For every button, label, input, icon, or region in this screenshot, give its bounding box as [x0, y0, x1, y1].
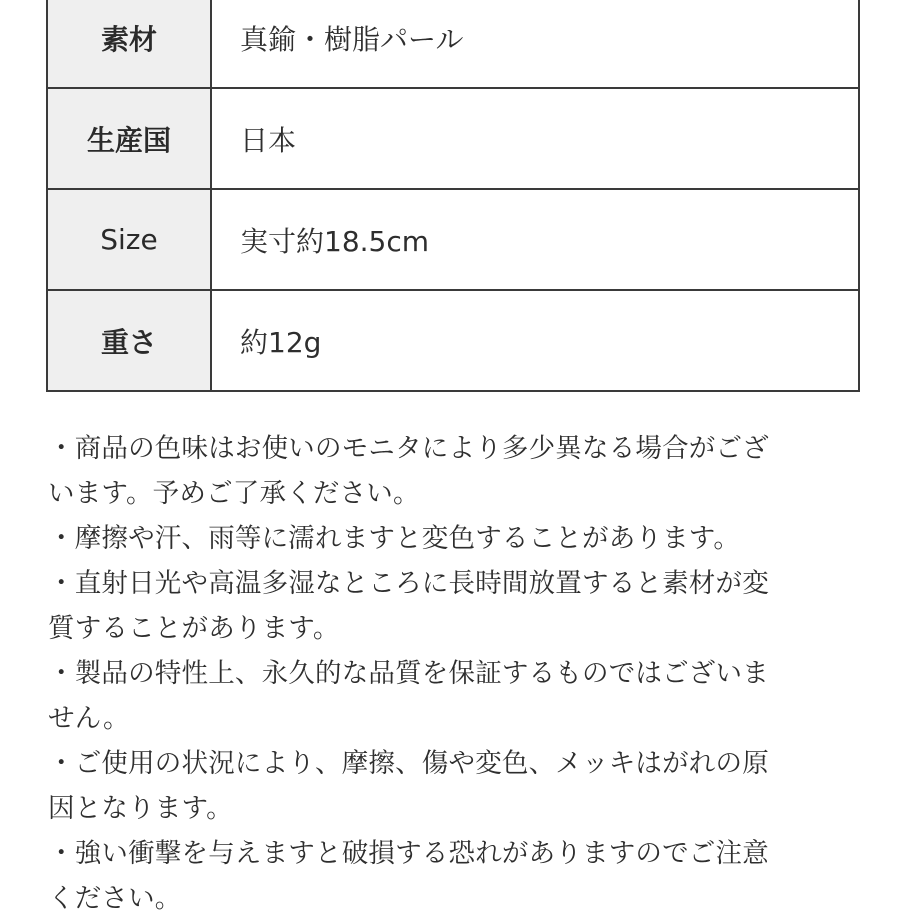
- spec-label: 重さ: [47, 290, 211, 391]
- note-line: ・強い衝撃を与えますと破損する恐れがありますのでご注意: [48, 838, 769, 869]
- care-note: [48, 831, 848, 921]
- spec-label: 素材: [47, 0, 211, 88]
- spec-table: [46, 0, 860, 392]
- note-line: せん。: [48, 703, 130, 734]
- spec-row-origin: [47, 88, 859, 189]
- note-line: ください。: [48, 883, 182, 914]
- care-note: [48, 741, 848, 831]
- spec-label: 生産国: [47, 88, 211, 189]
- spec-value: 実寸約18.5cm: [211, 189, 859, 290]
- spec-value: 真鍮・樹脂パール: [211, 0, 859, 88]
- spec-row-weight: [47, 290, 859, 391]
- care-note: [48, 561, 848, 651]
- care-notes: [48, 426, 848, 921]
- note-line: います。予めご了承ください。: [48, 478, 420, 509]
- care-note: [48, 516, 848, 561]
- note-line: ・直射日光や高温多湿なところに長時間放置すると素材が変: [48, 568, 769, 599]
- note-line: 質することがあります。: [48, 613, 340, 644]
- note-line: ・摩擦や汗、雨等に濡れますと変色することがあります。: [48, 523, 741, 554]
- spec-row-material: [47, 0, 859, 88]
- care-note: [48, 651, 848, 741]
- note-line: ・製品の特性上、永久的な品質を保証するものではございま: [48, 658, 769, 689]
- spec-label: Size: [47, 189, 211, 290]
- spec-value: 日本: [211, 88, 859, 189]
- spec-row-size: [47, 189, 859, 290]
- note-line: ・ご使用の状況により、摩擦、傷や変色、メッキはがれの原: [48, 748, 769, 779]
- note-line: 因となります。: [48, 793, 233, 824]
- note-line: ・商品の色味はお使いのモニタにより多少異なる場合がござ: [48, 433, 769, 464]
- care-note: [48, 426, 848, 516]
- spec-value: 約12g: [211, 290, 859, 391]
